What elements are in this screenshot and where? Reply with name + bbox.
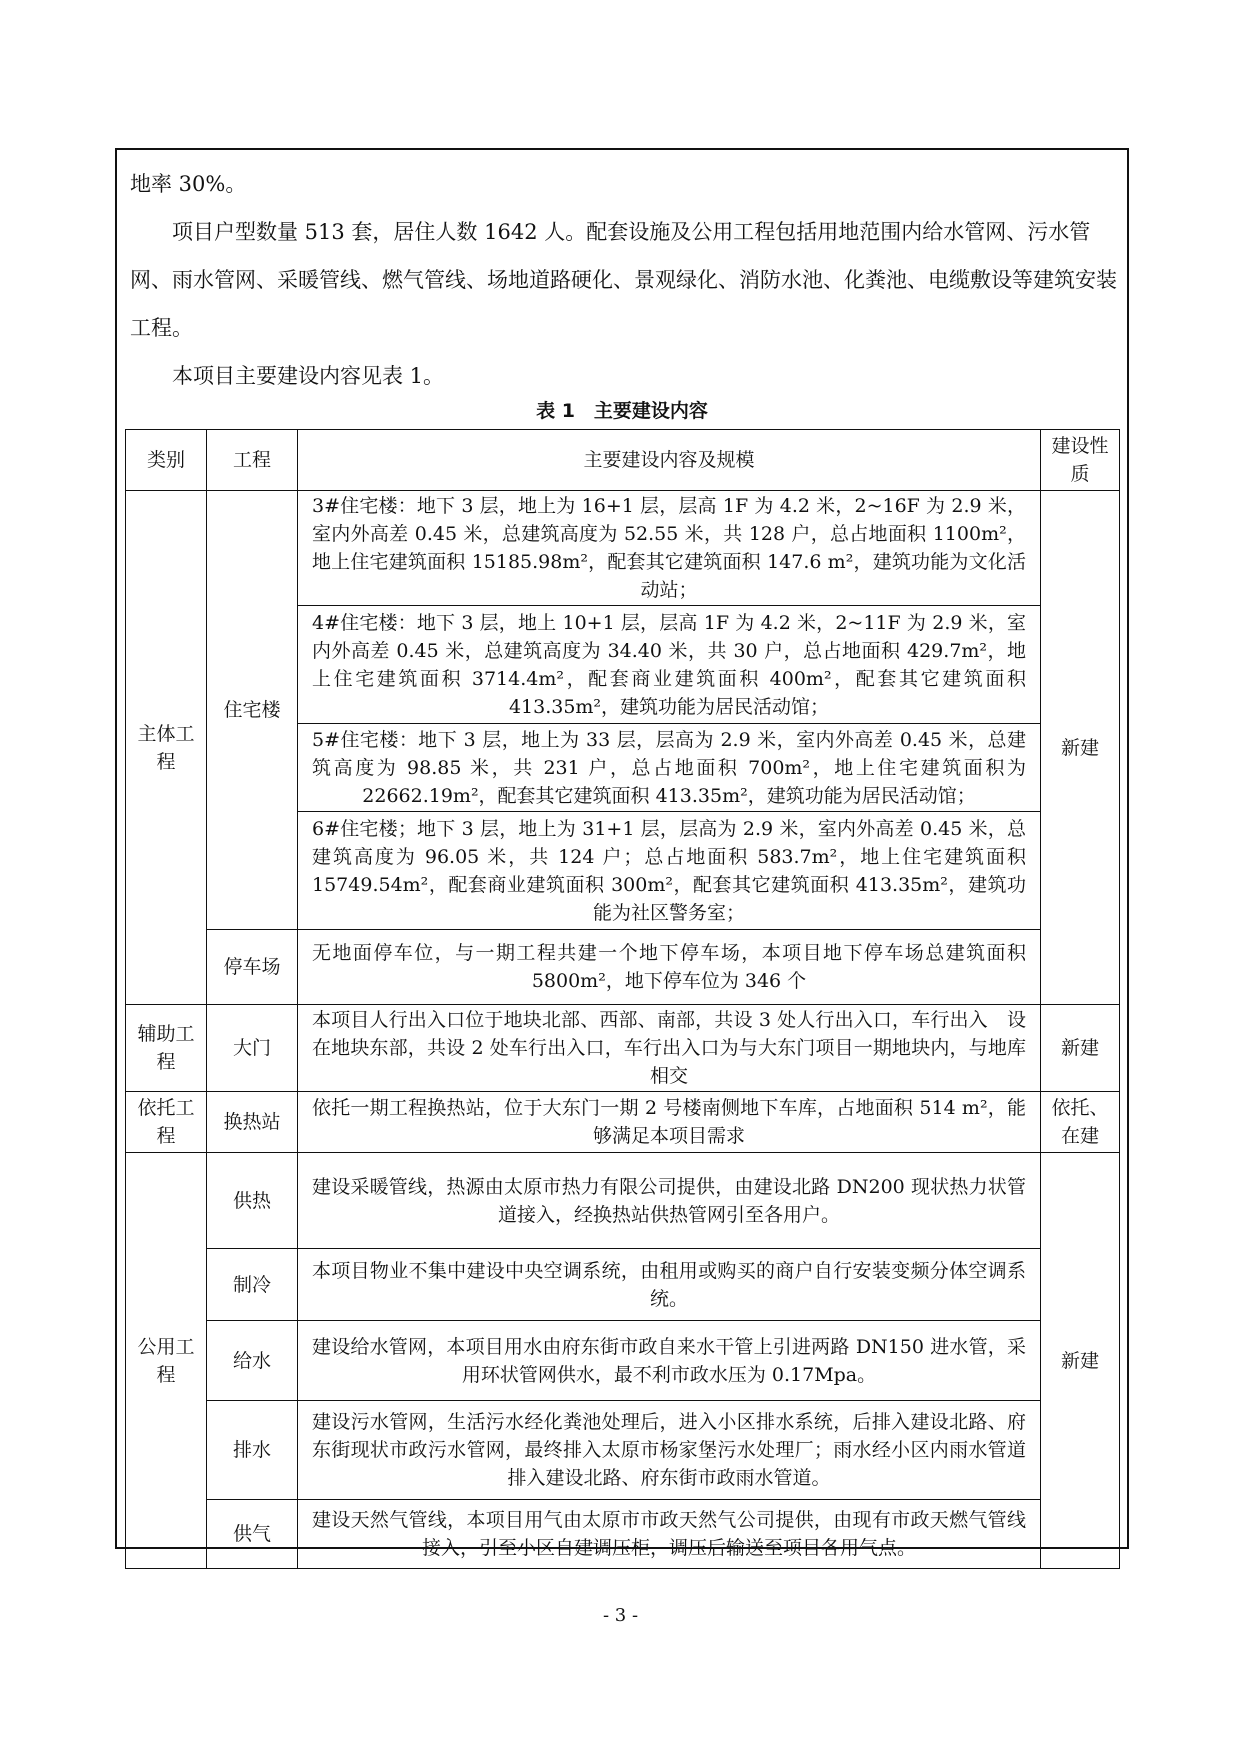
content-cell: 无地面停车位，与一期工程共建一个地下停车场，本项目地下停车场总建筑面积 5800m²，地下停车位为 346 个 <box>298 930 1041 1005</box>
content-cell: 本项目人行出入口位于地块北部、西部、南部，共设 3 处人行出入口，车行出入 设在地块东部，共设 2 处车行出入口，车行出入口为与大东门项目一期地块内，与地库相交 <box>298 1005 1041 1092</box>
content-cell: 建设天然气管线，本项目用气由太原市市政天然气公司提供，由现有市政天燃气管线接入，引至小区自建调压柜，调压后输送至项目各用气点。 <box>298 1500 1041 1569</box>
paragraph-3: 本项目主要建设内容见表 1。 <box>172 364 445 388</box>
content-cell: 建设给水管网，本项目用水由府东街市政自来水干管上引进两路 DN150 进水管，采用环状管网供水，最不利市政水压为 0.17Mpa。 <box>298 1321 1041 1401</box>
project-cell: 大门 <box>207 1005 298 1092</box>
header-nature: 建设性质 <box>1041 430 1120 491</box>
table-row <box>126 491 1120 606</box>
table-row <box>126 1005 1120 1092</box>
nature-cell: 依托、在建 <box>1041 1092 1120 1153</box>
content-cell: 建设采暖管线，热源由太原市热力有限公司提供，由建设北路 DN200 现状热力状管道接入，经换热站供热管网引至各用户。 <box>298 1153 1041 1249</box>
content-cell: 建设污水管网，生活污水经化粪池处理后，进入小区排水系统，后排入建设北路、府东街现状市政污水管网，最终排入太原市杨家堡污水处理厂；雨水经小区内雨水管道排入建设北路、府东街市政雨水管道。 <box>298 1401 1041 1500</box>
paragraph-1: 地率 30%。 <box>130 172 247 196</box>
content-cell: 6#住宅楼；地下 3 层，地上为 31+1 层，层高为 2.9 米，室内外高差 0.45 米，总建筑高度为 96.05 米，共 124 户；总占地面积 583.7m²，地上住宅建筑面积 15749.54m²，配套商业建筑面积 300m²，配套其它建筑面积 413.35m²，建筑功能为社区警务室； <box>298 812 1041 930</box>
table-row <box>126 1321 1120 1401</box>
project-cell: 制冷 <box>207 1249 298 1321</box>
content-cell: 5#住宅楼：地下 3 层，地上为 33 层，层高为 2.9 米，室内外高差 0.45 米，总建筑高度为 98.85 米，共 231 户，总占地面积 700m²，地上住宅建筑面积为 22662.19m²，配套其它建筑面积 413.35m²，建筑功能为居民活动馆； <box>298 724 1041 812</box>
header-content: 主要建设内容及规模 <box>298 430 1041 491</box>
table-row <box>126 930 1120 1005</box>
nature-cell: 新建 <box>1041 1153 1120 1569</box>
content-cell: 3#住宅楼：地下 3 层，地上为 16+1 层，层高 1F 为 4.2 米，2~16F 为 2.9 米，室内外高差 0.45 米，总建筑高度为 52.55 米，共 128 户，总占地面积 1100m²，地上住宅建筑面积 15185.98m²，配套其它建筑面积 147.6 m²，建筑功能为文化活动站； <box>298 491 1041 606</box>
category-cell: 主体工程 <box>126 491 207 1005</box>
project-cell: 给水 <box>207 1321 298 1401</box>
table-row <box>126 1500 1120 1569</box>
content-cell: 本项目物业不集中建设中央空调系统，由租用或购买的商户自行安装变频分体空调系统。 <box>298 1249 1041 1321</box>
category-cell: 公用工程 <box>126 1153 207 1569</box>
table-row <box>126 1249 1120 1321</box>
project-cell: 换热站 <box>207 1092 298 1153</box>
nature-cell: 新建 <box>1041 1005 1120 1092</box>
table-row <box>126 1092 1120 1153</box>
category-cell: 辅助工程 <box>126 1005 207 1092</box>
table-caption: 表 1 主要建设内容 <box>536 400 708 422</box>
project-cell: 住宅楼 <box>207 491 298 930</box>
header-project: 工程 <box>207 430 298 491</box>
construction-table <box>125 429 1120 1569</box>
paragraph-2: 项目户型数量 513 套，居住人数 1642 人。配套设施及公用工程包括用地范围内给水管网、污水管网、雨水管网、采暖管线、燃气管线、场地道路硬化、景观绿化、消防水池、化粪池、电缆敷设等建筑安装工程。 <box>130 220 1117 340</box>
table-header-row <box>126 430 1120 491</box>
table-row <box>126 1401 1120 1500</box>
project-cell: 停车场 <box>207 930 298 1005</box>
content-cell: 4#住宅楼：地下 3 层，地上 10+1 层，层高 1F 为 4.2 米，2~11F 为 2.9 米，室内外高差 0.45 米，总建筑高度为 34.40 米，共 30 户，总占地面积 429.7m²，地上住宅建筑面积 3714.4m²，配套商业建筑面积 400m²，配套其它建筑面积 413.35m²，建筑功能为居民活动馆； <box>298 606 1041 724</box>
category-cell: 依托工程 <box>126 1092 207 1153</box>
table-row <box>126 1153 1120 1249</box>
content-cell: 依托一期工程换热站，位于大东门一期 2 号楼南侧地下车库，占地面积 514 m²，能够满足本项目需求 <box>298 1092 1041 1153</box>
nature-cell: 新建 <box>1041 491 1120 1005</box>
project-cell: 供热 <box>207 1153 298 1249</box>
header-category: 类别 <box>126 430 207 491</box>
page-number: - 3 - <box>602 1605 639 1626</box>
project-cell: 供气 <box>207 1500 298 1569</box>
project-cell: 排水 <box>207 1401 298 1500</box>
